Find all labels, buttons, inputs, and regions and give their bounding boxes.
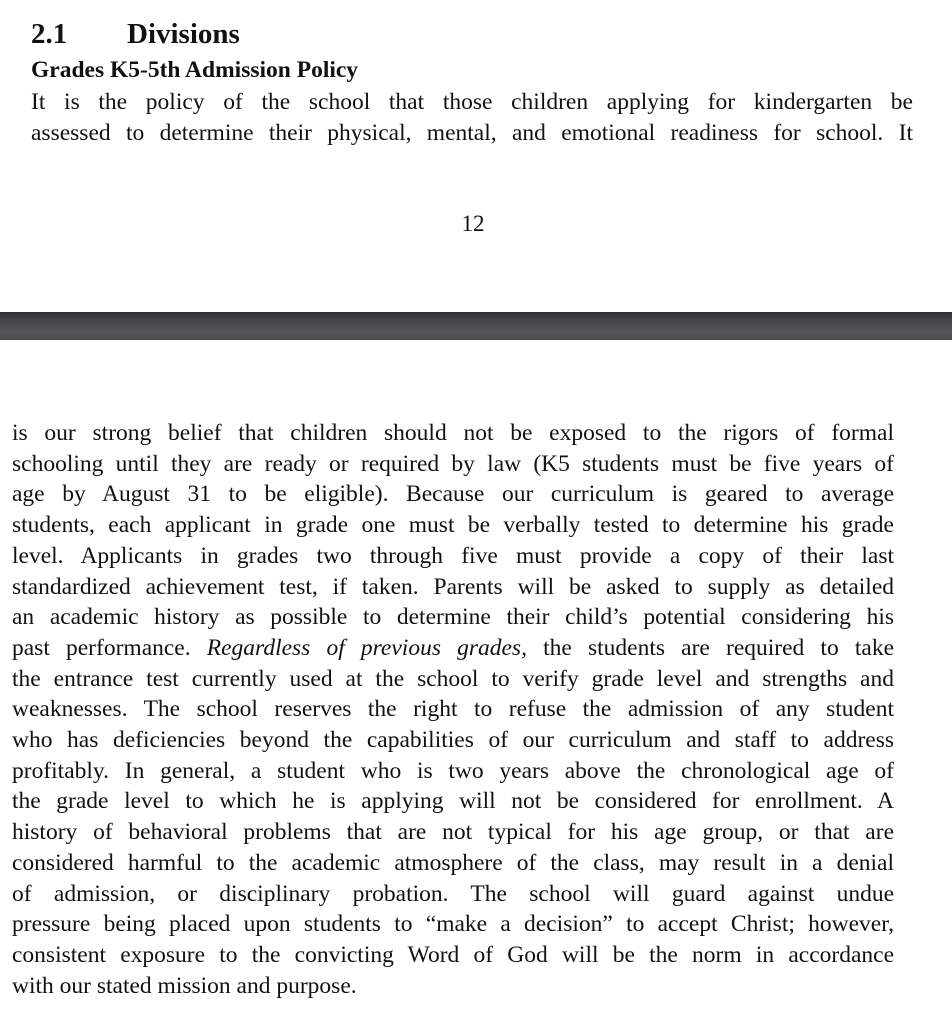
text-line: who has deficiencies beyond the capabilities of our curriculum and staff to address — [12, 727, 894, 754]
text-line: pressure being placed upon students to “make a decision” to accept Christ; however, — [12, 911, 894, 938]
section-number: 2.1 — [31, 18, 68, 50]
text-run: the students are required to take — [526, 634, 894, 661]
document-page-12 — [0, 0, 952, 312]
text-line: age by August 31 to be eligible). Because our curriculum is geared to average — [12, 481, 894, 508]
section-title: Divisions — [127, 18, 240, 50]
text-line: the grade level to which he is applying will not be considered for enrollment. A — [12, 788, 894, 815]
text-line: schooling until they are ready or required by law (K5 students must be five years of — [12, 450, 894, 477]
page-number: 12 — [461, 211, 485, 236]
text-line: of admission, or disciplinary probation. The school will guard against undue — [12, 880, 894, 907]
text-line: level. Applicants in grades two through five must provide a copy of their last — [12, 542, 894, 569]
text-line: weaknesses. The school reserves the right to refuse the admission of any student — [12, 696, 894, 723]
page-break-separator — [0, 312, 952, 340]
paragraph-start — [31, 87, 913, 149]
text-line: is our strong belief that children should not be exposed to the rigors of formal — [12, 420, 894, 446]
text-line: an academic history as possible to determine their child’s potential considering his — [12, 604, 894, 631]
text-line: history of behavioral problems that are not typical for his age group, or that are — [12, 819, 894, 846]
text-line: considered harmful to the academic atmosphere of the class, may result in a denial — [12, 849, 894, 876]
text-line: assessed to determine their physical, mental, and emotional readiness for school. It — [31, 120, 913, 146]
document-page-13 — [0, 340, 952, 1018]
text-line: the entrance test currently used at the school to verify grade level and strengths and — [12, 665, 894, 692]
text-line-with-italic — [12, 633, 894, 664]
text-line: students, each applicant in grade one must be verbally tested to determine his grade — [12, 512, 894, 539]
text-line: with our stated mission and purpose. — [12, 972, 357, 999]
text-run: past performance. — [12, 634, 207, 661]
section-heading — [31, 15, 240, 53]
text-line: It is the policy of the school that those children applying for kindergarten be — [31, 89, 913, 115]
text-line: standardized achievement test, if taken. Parents will be asked to supply as detailed — [12, 573, 894, 600]
paragraph-continuation — [12, 418, 894, 1001]
text-line: profitably. In general, a student who is two years above the chronological age of — [12, 757, 894, 784]
text-line: consistent exposure to the convicting Word of God will be the norm in accordance — [12, 941, 894, 968]
italic-phrase: Regardless of previous grades, — [206, 634, 527, 661]
subsection-heading: Grades K5-5th Admission Policy — [31, 57, 359, 83]
